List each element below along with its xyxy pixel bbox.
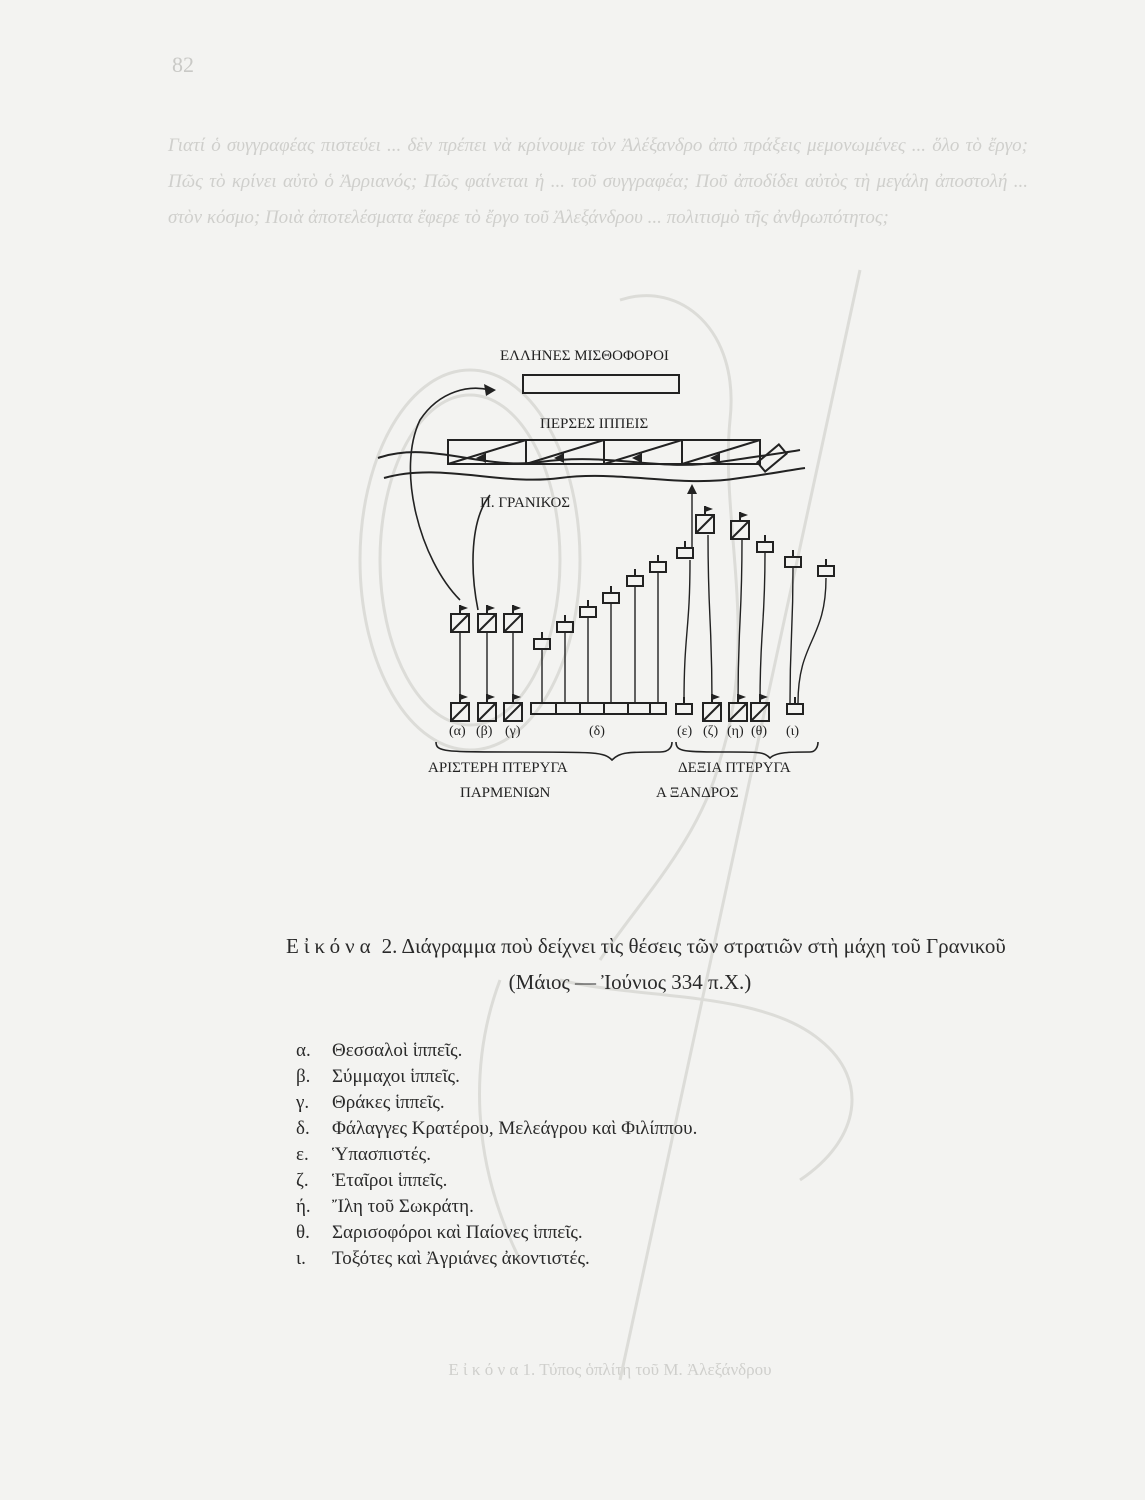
attack-arrowhead — [687, 484, 697, 494]
advanced-cavalry-1-flag — [487, 605, 495, 611]
unit-epsilon-base — [676, 704, 692, 714]
page-number: 82 — [172, 52, 194, 77]
unit-letter: (β) — [476, 724, 493, 739]
legend-item — [296, 1090, 896, 1116]
left-commander-label: ΠΑΡΜΕΝΙΩΝ — [460, 785, 551, 801]
figure-caption — [230, 928, 1030, 1000]
persian-arrowheads — [476, 453, 720, 463]
advance-line-14 — [798, 578, 826, 703]
legend-item — [296, 1116, 896, 1142]
mercenaries-label: ΕΛΛΗΝΕΣ ΜΙΣΘΟΦΟΡΟΙ — [500, 348, 669, 364]
advanced-infantry-4 — [557, 622, 573, 632]
unit-iota-base — [787, 704, 803, 714]
legend-item — [296, 1038, 896, 1064]
legend-text: Θράκες ἱππεῖς. — [332, 1092, 445, 1113]
right-wing-label: ΔΕΞΙΑ ΠΤΕΡΥΓΑ — [678, 760, 791, 776]
advanced-cavalry-11-flag — [740, 512, 748, 518]
legend-list — [296, 1038, 896, 1272]
advance-line-9 — [684, 560, 690, 703]
unit-letter: (η) — [727, 724, 744, 739]
caption-date: (Μάιος — Ἰούνιος 334 π.Χ.) — [508, 970, 752, 994]
legend-key: β. — [296, 1066, 311, 1087]
river-granicus — [378, 450, 805, 481]
arrowhead-mercenaries — [484, 384, 496, 396]
legend-key: α. — [296, 1040, 311, 1061]
unit-letter: (θ) — [751, 724, 768, 739]
unit-letter: (ε) — [677, 724, 693, 739]
unit-eta-base-flag — [738, 694, 746, 700]
advance-line-12 — [760, 553, 765, 703]
caption-line — [230, 928, 1030, 964]
legend-item — [296, 1246, 896, 1272]
legend-item — [296, 1220, 896, 1246]
right-commander-label: Α ΞΑΝΔΡΟΣ — [656, 785, 739, 801]
advanced-cavalry-10-diagonal — [696, 515, 714, 533]
persian-flank-unit — [757, 444, 786, 471]
legend-text: Ὑπασπιστές. — [332, 1144, 431, 1165]
advance-line-10 — [708, 535, 712, 703]
unit-delta-base — [531, 703, 666, 714]
legend-text: Σύμμαχοι ἱππεῖς. — [332, 1066, 460, 1087]
bleed-through-caption: Ε ἰ κ ό ν α 1. Τύπος ὁπλίτη τοῦ Μ. Ἀλεξάνδρου — [448, 1360, 772, 1379]
advanced-cavalry-2-diagonal — [504, 614, 522, 632]
legend-key: ε. — [296, 1144, 309, 1165]
advanced-infantry-14 — [818, 566, 834, 576]
unit-zeta-base-diagonal — [703, 703, 721, 721]
legend-text: Τοξότες καὶ Ἀγριάνες ἀκοντιστές. — [332, 1248, 590, 1269]
caption-prefix: Εἰκόνα — [286, 934, 376, 958]
legend-item — [296, 1194, 896, 1220]
unit-letter: (α) — [449, 724, 466, 739]
legend-item — [296, 1064, 896, 1090]
advanced-infantry-5 — [580, 607, 596, 617]
persian-cavalry-label: ΠΕΡΣΕΣ ΙΠΠΕΙΣ — [540, 416, 649, 432]
unit-letter: (ζ) — [703, 724, 719, 739]
unit-beta-base-flag — [487, 694, 495, 700]
legend-key: γ. — [296, 1092, 310, 1113]
legend-key: ή. — [296, 1196, 311, 1217]
advanced-infantry-6 — [603, 593, 619, 603]
mercenaries-box — [523, 375, 679, 393]
legend-key: θ. — [296, 1222, 310, 1243]
units-layer — [451, 484, 834, 721]
advanced-cavalry-0-flag — [460, 605, 468, 611]
legend-key: ι. — [296, 1248, 306, 1269]
caption-text: 2. Διάγραμμα ποὺ δείχνει τὶς θέσεις τῶν στρατιῶν στὴ μάχη τοῦ Γρανικοῦ — [381, 934, 1006, 958]
unit-alpha-base-diagonal — [451, 703, 469, 721]
unit-letters — [449, 724, 799, 739]
advanced-cavalry-10-flag — [705, 506, 713, 512]
advanced-infantry-12 — [757, 542, 773, 552]
advanced-infantry-9 — [677, 548, 693, 558]
legend-text: Φάλαγγες Κρατέρου, Μελεάγρου καὶ Φιλίππου. — [332, 1118, 698, 1139]
unit-letter: (ι) — [786, 724, 800, 739]
advanced-cavalry-0-diagonal — [451, 614, 469, 632]
legend-item — [296, 1142, 896, 1168]
legend-key: ζ. — [296, 1170, 309, 1191]
river-label: Π. ΓΡΑΝΙΚΟΣ — [480, 495, 571, 511]
advanced-cavalry-1-diagonal — [478, 614, 496, 632]
unit-letter: (δ) — [589, 724, 605, 739]
bleed-through-paragraph: Γιατί ὁ συγγραφέας πιστεύει ... δὲν πρέπει νὰ κρίνουμε τὸν Ἀλέξανδρο ἀπὸ πράξεις μεμονωμένες ... ὅλο τὸ ἔργο; Πῶς τὸ κρίνει αὐτὸ ὁ Ἀρριανός; Πῶς φαίνεται ἡ ... τοῦ συγγραφέα; Ποῦ ἀποδίδει αὐτὸς τὴ μεγάλη ἀποστολή ... στὸν κόσμο; Ποιὰ ἀποτελέσματα ἔφερε τὸ ἔργο τοῦ Ἀλεξάνδρου ... πολιτισμὸ τῆς ἀνθρωπότητος; — [168, 135, 1028, 228]
unit-alpha-base-flag — [460, 694, 468, 700]
unit-theta-base-diagonal — [751, 703, 769, 721]
legend-text: Θεσσαλοὶ ἱππεῖς. — [332, 1040, 463, 1061]
unit-zeta-base-flag — [712, 694, 720, 700]
legend-text: Σαρισοφόροι καὶ Παίονες ἱππεῖς. — [332, 1222, 583, 1243]
legend-item — [296, 1168, 896, 1194]
advanced-infantry-8 — [650, 562, 666, 572]
advanced-infantry-7 — [627, 576, 643, 586]
legend-text: Ἑταῖροι ἱππεῖς. — [332, 1170, 448, 1191]
legend-text: Ἴλη τοῦ Σωκράτη. — [332, 1196, 474, 1217]
unit-letter: (γ) — [505, 724, 521, 739]
left-wing-label: ΑΡΙΣΤΕΡΗ ΠΤΕΡΥΓΑ — [428, 760, 568, 776]
advanced-cavalry-11-diagonal — [731, 521, 749, 539]
advanced-cavalry-2-flag — [513, 605, 521, 611]
legend-key: δ. — [296, 1118, 310, 1139]
